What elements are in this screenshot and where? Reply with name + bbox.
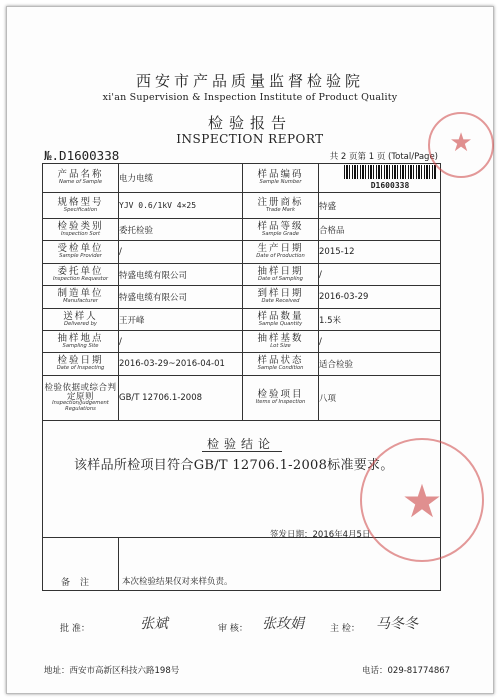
label-date-received: 到样日期 Date Received — [243, 286, 319, 309]
page-info: 共 2 页第 1 页 (Total/Page) — [329, 152, 438, 162]
label-sample-provider: 受检单位 Sample Provider — [43, 241, 119, 264]
value-specification: YJV 0.6/1kV 4×25 — [119, 193, 243, 219]
value-inspection-requestor: 特盛电缆有限公司 — [119, 264, 243, 286]
value-delivered-by: 王开峰 — [119, 309, 243, 331]
label-delivered-by: 送样人 Delivered by — [43, 309, 119, 331]
label-trade-mark: 注册商标 Trade Mark — [243, 193, 319, 219]
footer-phone: 电话：029-81774867 — [362, 666, 451, 676]
label-sampling-site: 抽样地点 Sampling Site — [43, 331, 119, 353]
remarks-text: 本次检验结果仅对来样负责。 — [122, 577, 233, 587]
report-title-zh: 检验报告 — [207, 114, 292, 132]
value-lot-size: / — [319, 331, 441, 353]
issue-date: 签发日期：2016年4月5日 — [270, 530, 371, 540]
value-sample-provider: / — [119, 241, 243, 264]
label-manufacturer: 制造单位 Manufacturer — [43, 286, 119, 309]
value-sample-name: 电力电缆 — [119, 164, 243, 193]
label-sample-grade: 样品等级 Sample Grade — [243, 219, 319, 241]
label-inspection-sort: 检验类别 Inspection Sort — [43, 219, 119, 241]
label-sample-number: 样品编码 Sample Number — [243, 164, 319, 193]
value-sample-quantity: 1.5米 — [319, 309, 441, 331]
official-seal-bottom — [360, 438, 484, 562]
footer-address: 地址：西安市高新区科技六路198号 — [44, 666, 180, 676]
approve-label: 批 准： — [60, 624, 90, 634]
inspect-signature: 马冬冬 — [376, 616, 418, 632]
report-number: №.D1600338 — [44, 148, 120, 163]
label-items-of-inspection: 检验项目 Items of Inspection — [243, 376, 319, 421]
label-lot-size: 抽样基数 Lot Size — [243, 331, 319, 353]
label-date-of-sampling: 抽样日期 Date of Sampling — [243, 264, 319, 286]
official-seal-top — [428, 112, 494, 178]
institute-name-zh: 西安市产品质量监督检验院 — [135, 72, 364, 90]
seal-star-icon: ★ — [449, 128, 473, 158]
label-sample-name: 产品名称 Name of Sample — [43, 164, 119, 193]
remarks-label: 备注 — [60, 578, 99, 588]
conclusion-text: 该样品所检项目符合GB/T 12706.1-2008标准要求。 — [74, 458, 394, 473]
conclusion-underline — [202, 451, 282, 452]
institute-name-en: xi'an Supervision & Inspection Institute of Product Quality — [102, 92, 398, 103]
label-specification: 规格型号 Specification — [43, 193, 119, 219]
conclusion-title: 检验结论 — [206, 437, 275, 451]
report-title-en: INSPECTION REPORT — [176, 132, 324, 146]
inspect-label: 主 检： — [330, 624, 360, 634]
seal-star-icon: ★ — [401, 474, 443, 528]
value-date-received: 2016-03-29 — [319, 286, 441, 309]
label-sample-quantity: 样品数量 Sample Quantity — [243, 309, 319, 331]
value-date-of-inspecting: 2016-03-29~2016-04-01 — [119, 353, 243, 376]
label-date-of-production: 生产日期 Date of Production — [243, 241, 319, 264]
value-date-of-sampling: / — [319, 264, 441, 286]
value-inspection-sort: 委托检验 — [119, 219, 243, 241]
value-trade-mark: 特盛 — [319, 193, 441, 219]
value-inspection-regulations: GB/T 12706.1-2008 — [119, 376, 243, 421]
label-inspection-regulations: 检验依据或综合判定原则 Inspection/Judgement Regulations — [43, 376, 119, 421]
barcode-text: D1600338 — [370, 181, 410, 190]
value-items-of-inspection: 八项 — [319, 376, 441, 421]
approve-signature: 张斌 — [140, 616, 168, 632]
value-manufacturer: 特盛电缆有限公司 — [119, 286, 243, 309]
value-date-of-production: 2015-12 — [319, 241, 441, 264]
review-label: 审 核： — [218, 624, 248, 634]
barcode — [344, 165, 436, 179]
value-sampling-site: / — [119, 331, 243, 353]
value-sample-condition: 适合检验 — [319, 353, 441, 376]
label-date-of-inspecting: 检验日期 Date of Inspecting — [43, 353, 119, 376]
label-inspection-requestor: 委托单位 Inspection Requestor — [43, 264, 119, 286]
review-signature: 张玫娟 — [262, 616, 304, 632]
value-sample-grade: 合格品 — [319, 219, 441, 241]
label-sample-condition: 样品状态 Sample Condition — [243, 353, 319, 376]
